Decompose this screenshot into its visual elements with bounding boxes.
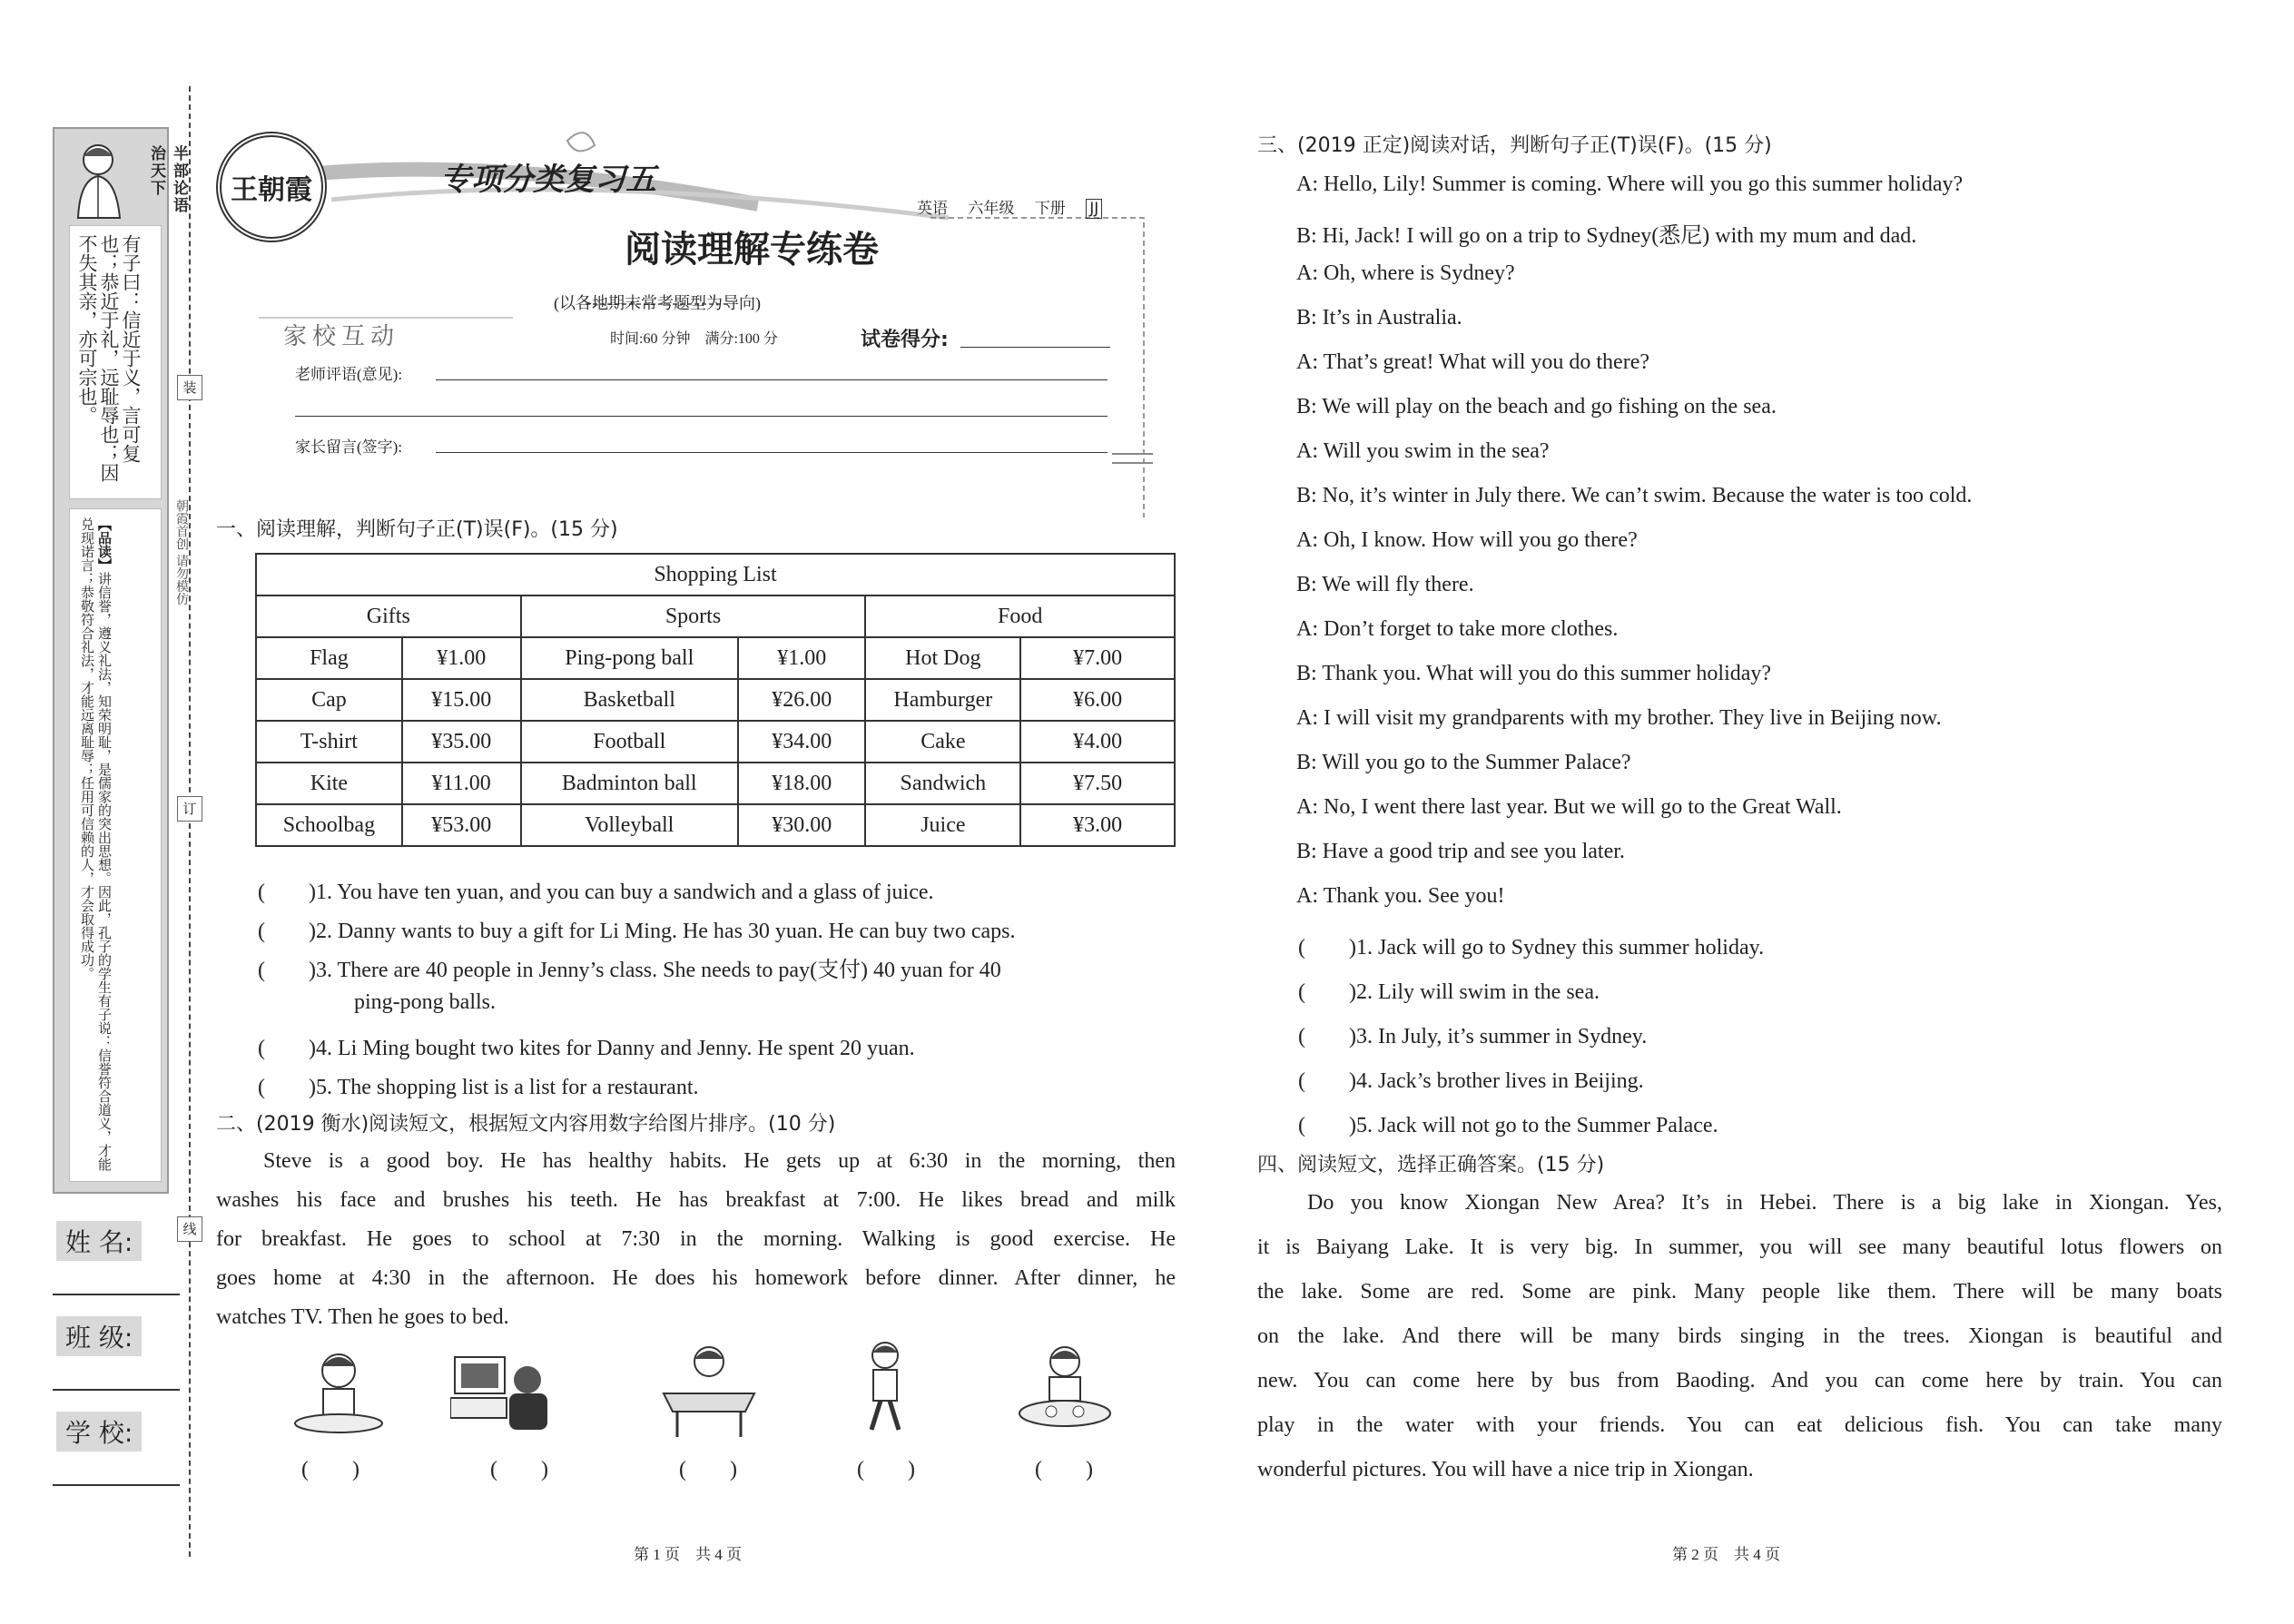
cut-char-3: 线: [177, 1216, 202, 1242]
answer-blank[interactable]: (: [1298, 1114, 1349, 1137]
s4-line-3: the lake. Some are red. Some are pink. Many people like them. There will be many boats: [1257, 1280, 2222, 1304]
dialogue-line: A: No, I went there last year. But we will go to the Great Wall.: [1296, 795, 1842, 819]
teacher-comment-line-1[interactable]: [436, 379, 1108, 380]
sidebar-badge: 半部论语治天下: [147, 145, 188, 214]
score-line[interactable]: [960, 347, 1110, 348]
table-cell: Volleyball: [521, 804, 738, 846]
table-group-gifts: Gifts: [256, 595, 521, 637]
dialogue-line: A: Oh, where is Sydney?: [1296, 261, 1515, 285]
logo-text: 王朝霞: [231, 174, 312, 206]
question-text: )1. You have ten yuan, and you can buy a sandwich and a glass of juice.: [309, 881, 934, 904]
table-cell: Cap: [256, 679, 402, 721]
s4-line-1: Do you know Xiongan New Area? It’s in Hebei. There is a big lake in Xiongan. Yes,: [1307, 1191, 2222, 1215]
s1-question-1: [258, 873, 934, 905]
table-cell: Ping-pong ball: [521, 637, 738, 679]
s4-line-4: on the lake. And there will be many birds singing in the trees. Xiongan is beautiful and: [1257, 1324, 2222, 1348]
table-cell: ¥26.00: [738, 679, 866, 721]
answer-blank[interactable]: (: [258, 1076, 309, 1099]
section2-title: 二、(2019 衡水)阅读短文，根据短文内容用数字给图片排序。(10 分): [216, 1113, 836, 1136]
paper-subtitle: (以各地期末常考题型为导向): [554, 294, 761, 312]
name-line[interactable]: [53, 1294, 180, 1295]
reading-note: [78, 517, 113, 1171]
class-label: 班 级:: [56, 1316, 142, 1356]
brand-logo: [216, 132, 327, 242]
having-breakfast-picture-icon: [1015, 1339, 1115, 1439]
s1-question-3-cont: ping-pong balls.: [354, 990, 496, 1014]
table-cell: Cake: [865, 721, 1020, 763]
doing-homework-picture-icon: [659, 1339, 759, 1439]
page-number-1: 第 1 页 共 4 页: [634, 1546, 742, 1563]
answer-blank[interactable]: (: [258, 881, 309, 904]
confucius-quote: 有子曰：信近于义，言可复也；恭近于礼，远耻辱也；因不失其亲，亦可宗也。: [76, 234, 142, 482]
answer-blank[interactable]: (: [1298, 1025, 1349, 1048]
table-row: [256, 804, 1175, 846]
table-cell: ¥11.00: [402, 763, 521, 804]
table-cell: ¥30.00: [738, 804, 866, 846]
table-cell: Schoolbag: [256, 804, 402, 846]
table-cell: Juice: [865, 804, 1020, 846]
s1-question-4: [258, 1029, 915, 1061]
s2-line-5: watches TV. Then he goes to bed.: [216, 1305, 509, 1329]
s4-line-7: wonderful pictures. You will have a nice trip in Xiongan.: [1257, 1458, 1754, 1481]
table-cell: ¥7.00: [1020, 637, 1175, 679]
table-cell: ¥35.00: [402, 721, 521, 763]
s4-line-5: new. You can come here by bus from Baoding. And you can come here by train. You can: [1257, 1369, 2222, 1393]
name-label: 姓 名:: [56, 1221, 142, 1261]
s3-question-2: [1298, 973, 1600, 1005]
answer-blank[interactable]: (: [1298, 980, 1349, 1004]
dialogue-line: B: Hi, Jack! I will go on a trip to Sydney(悉尼) with my mum and dad.: [1296, 224, 1917, 248]
dialogue-line: A: Hello, Lily! Summer is coming. Where will you go this summer holiday?: [1296, 172, 1964, 196]
table-cell: Flag: [256, 637, 402, 679]
s3-question-1: [1298, 929, 1764, 960]
school-line[interactable]: [53, 1484, 180, 1486]
meta-grade: 六年级: [968, 200, 1015, 218]
dialogue-line: B: Have a good trip and see you later.: [1296, 840, 1625, 863]
table-row: [256, 679, 1175, 721]
table-caption: Shopping List: [256, 554, 1175, 595]
cut-char-1: 装: [177, 375, 202, 400]
s1-question-5: [258, 1068, 698, 1100]
answer-blank[interactable]: (: [1298, 936, 1349, 960]
question-text: )4. Li Ming bought two kites for Danny and Jenny. He spent 20 yuan.: [309, 1037, 915, 1060]
school-label: 学 校:: [56, 1412, 142, 1452]
time-info: 时间:60 分钟 满分:100 分: [610, 331, 778, 347]
table-cell: Hamburger: [865, 679, 1020, 721]
note-tag: 【品读】: [96, 517, 113, 572]
meta-row: [917, 195, 1102, 218]
table-cell: ¥6.00: [1020, 679, 1175, 721]
s1-question-2: [258, 912, 1016, 944]
dialogue-line: B: It’s in Australia.: [1296, 306, 1462, 330]
table-cell: ¥18.00: [738, 763, 866, 804]
cut-line: [189, 86, 191, 1557]
dialogue-line: A: Thank you. See you!: [1296, 884, 1505, 908]
question-text: )1. Jack will go to Sydney this summer holiday.: [1349, 936, 1765, 960]
shopping-table: [255, 553, 1176, 847]
table-cell: Kite: [256, 763, 402, 804]
table-row: [256, 637, 1175, 679]
section3-title: 三、(2019 正定)阅读对话，判断句子正(T)误(F)。(15 分): [1257, 134, 1772, 157]
s4-line-6: play in the water with your friends. You can eat delicious fish. You can take many: [1257, 1413, 2222, 1437]
page-number-2: 第 2 页 共 4 页: [1672, 1546, 1780, 1563]
table-cell: Badminton ball: [521, 763, 738, 804]
question-text: )2. Lily will swim in the sea.: [1349, 980, 1600, 1004]
table-cell: Football: [521, 721, 738, 763]
s4-line-2: it is Baiyang Lake. It is very big. In summer, you will see many beautiful lotus flowers on: [1257, 1235, 2222, 1259]
cut-char-2: 订: [177, 796, 202, 822]
dialogue-line: B: Will you go to the Summer Palace?: [1296, 751, 1631, 774]
question-text: )3. There are 40 people in Jenny’s class. She needs to pay(支付) 40 yuan for 40: [309, 959, 1001, 982]
table-cell: ¥7.50: [1020, 763, 1175, 804]
parent-comment-label: 家长留言(签字):: [295, 438, 403, 456]
teacher-comment-line-2[interactable]: [295, 416, 1108, 417]
section4-title: 四、阅读短文，选择正确答案。(15 分): [1257, 1154, 1605, 1176]
table-cell: Basketball: [521, 679, 738, 721]
meta-subject: 英语: [917, 200, 948, 218]
table-cell: ¥53.00: [402, 804, 521, 846]
class-line[interactable]: [53, 1389, 180, 1391]
dialogue-line: A: That’s great! What will you do there?: [1296, 350, 1650, 374]
table-cell: ¥15.00: [402, 679, 521, 721]
teacher-comment-label: 老师评语(意见):: [295, 366, 403, 383]
table-cell: ¥4.00: [1020, 721, 1175, 763]
picture-order-blank[interactable]: ( ): [679, 1458, 737, 1481]
answer-blank[interactable]: (: [258, 920, 309, 943]
s3-question-5: [1298, 1107, 1718, 1138]
confucius-figure-icon: [60, 134, 133, 221]
table-cell: Hot Dog: [865, 637, 1020, 679]
answer-blank[interactable]: (: [258, 1037, 309, 1060]
question-text: )4. Jack’s brother lives in Beijing.: [1349, 1069, 1644, 1093]
dialogue-line: A: Oh, I know. How will you go there?: [1296, 528, 1638, 552]
question-text: )3. In July, it’s summer in Sydney.: [1349, 1025, 1648, 1048]
picture-order-blank[interactable]: ( ): [857, 1458, 915, 1481]
dialogue-line: A: Don’t forget to take more clothes.: [1296, 617, 1619, 641]
table-cell: ¥1.00: [738, 637, 866, 679]
question-text: )5. Jack will not go to the Summer Palace.: [1349, 1114, 1718, 1137]
section1-title: 一、阅读理解，判断句子正(T)误(F)。(15 分): [216, 518, 618, 541]
dialogue-line: A: Will you swim in the sea?: [1296, 439, 1550, 463]
s2-line-1: Steve is a good boy. He has healthy habits. He gets up at 6:30 in the morning, then: [263, 1149, 1176, 1173]
table-cell: ¥34.00: [738, 721, 866, 763]
picture-order-blank[interactable]: ( ): [1035, 1458, 1093, 1481]
table-row: [256, 721, 1175, 763]
table-group-sports: Sports: [521, 595, 866, 637]
question-text: )5. The shopping list is a list for a restaurant.: [309, 1076, 699, 1099]
answer-blank[interactable]: (: [1298, 1069, 1349, 1093]
score-label: 试卷得分:: [861, 329, 949, 351]
dialogue-line: B: We will fly there.: [1296, 573, 1474, 596]
note-text: 讲信誉，遵义礼法，知荣明耻，是儒家的突出思想。因此，孔子的学生有子说：信誉符合道义，才能兑现诺言；恭敬符合礼法，才能远离耻辱；任用可信赖的人，才会取得成功。: [79, 517, 113, 1171]
paper-title: 阅读理解专练卷: [625, 228, 879, 271]
table-row: [256, 763, 1175, 804]
table-cell: T-shirt: [256, 721, 402, 763]
s3-question-3: [1298, 1018, 1647, 1049]
walking-to-school-picture-icon: [835, 1339, 935, 1439]
dialogue-line: B: We will play on the beach and go fishing on the sea.: [1296, 395, 1777, 418]
copyright-notice: 朝霞首创 请勿模仿: [174, 499, 189, 605]
washing-face-picture-icon: [289, 1343, 389, 1443]
table-cell: Sandwich: [865, 763, 1020, 804]
s2-line-4: goes home at 4:30 in the afternoon. He does his homework before dinner. After dinner, he: [216, 1266, 1176, 1290]
s3-question-4: [1298, 1062, 1644, 1094]
dialogue-line: B: No, it’s winter in July there. We can’t swim. Because the water is too cold.: [1296, 484, 1973, 507]
question-text: )2. Danny wants to buy a gift for Li Ming. He has 30 yuan. He can buy two caps.: [309, 920, 1016, 943]
series-title: 专项分类复习五: [440, 162, 656, 198]
parent-comment-line[interactable]: [436, 452, 1108, 453]
table-cell: ¥1.00: [402, 637, 521, 679]
dialogue-line: A: I will visit my grandparents with my brother. They live in Beijing now.: [1296, 706, 1942, 730]
dialogue-line: B: Thank you. What will you do this summer holiday?: [1296, 662, 1772, 685]
family-tag: 家校互动: [283, 323, 400, 350]
watching-tv-picture-icon: [450, 1343, 550, 1443]
s2-line-3: for breakfast. He goes to school at 7:30 in the morning. Walking is good exercise. He: [216, 1227, 1176, 1251]
table-group-food: Food: [865, 595, 1175, 637]
table-cell: ¥3.00: [1020, 804, 1175, 846]
picture-order-blank[interactable]: ( ): [490, 1458, 548, 1481]
s2-line-2: washes his face and brushes his teeth. He has breakfast at 7:00. He likes bread and milk: [216, 1188, 1176, 1212]
picture-order-blank[interactable]: ( ): [301, 1458, 359, 1481]
answer-blank[interactable]: (: [258, 959, 309, 982]
meta-edition: JJ: [1086, 199, 1102, 219]
s1-question-3: [258, 951, 1001, 983]
meta-volume: 下册: [1034, 200, 1066, 218]
